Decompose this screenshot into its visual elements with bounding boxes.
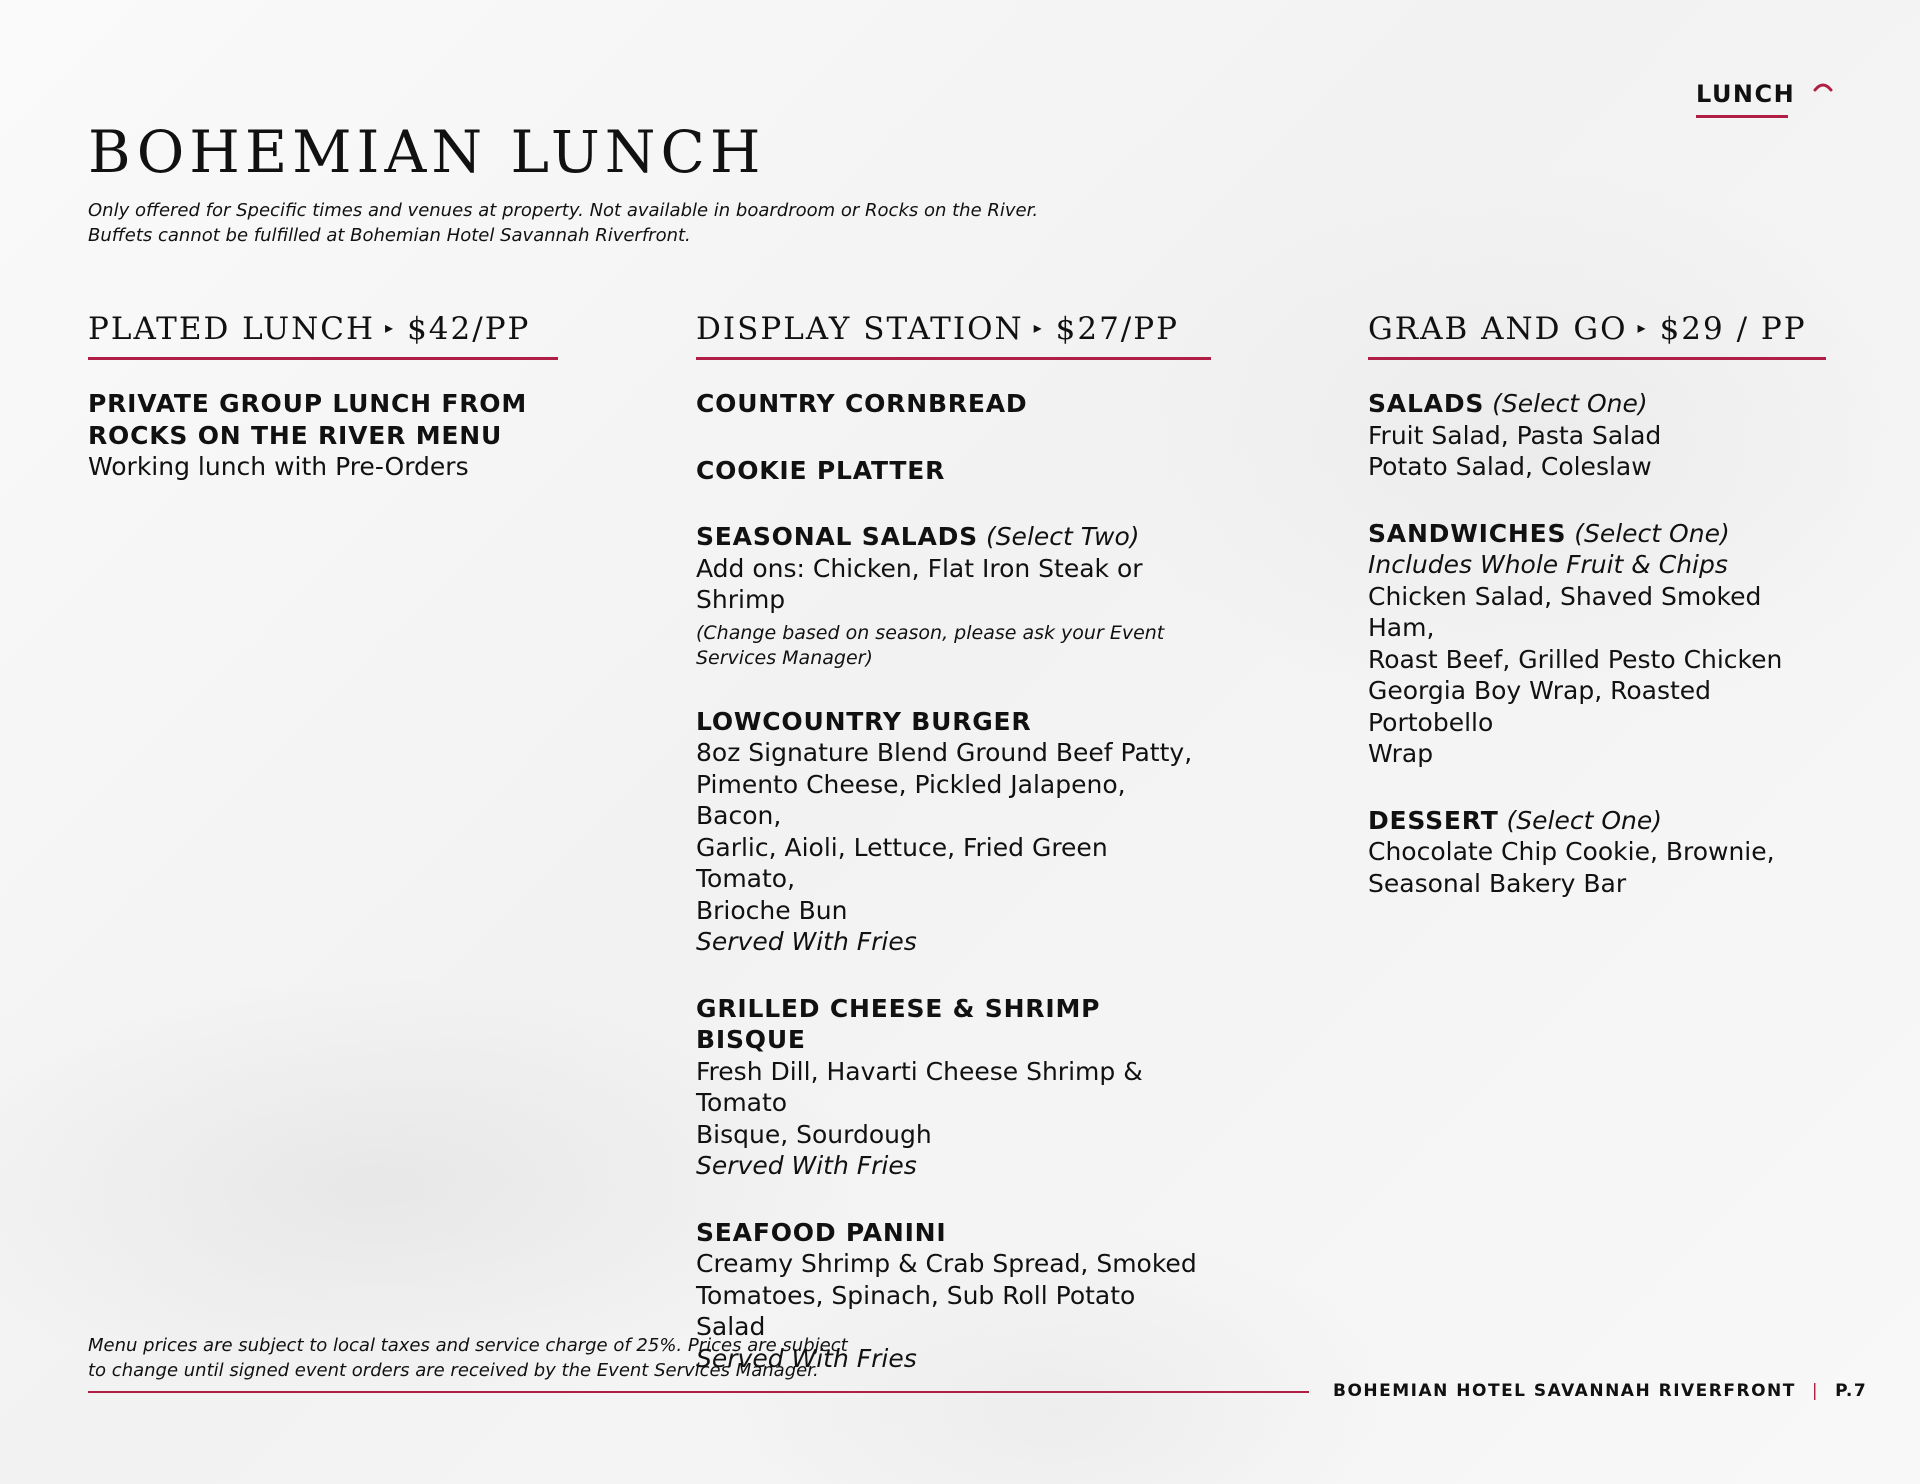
footer-note [88, 1333, 848, 1383]
heading-text: GRAB AND GO [1368, 311, 1628, 347]
heading-text: DISPLAY STATION [696, 311, 1024, 347]
plated-lunch-column [88, 308, 558, 483]
footer-hotel-page [1333, 1381, 1867, 1401]
section-title: ROCKS ON THE RIVER MENU [88, 420, 503, 450]
section-line: Chocolate Chip Cookie, Brownie, [1368, 837, 1775, 866]
section-line: Georgia Boy Wrap, Roasted Portobello [1368, 676, 1712, 737]
section-line: Wrap [1368, 739, 1434, 768]
menu-section [1368, 518, 1826, 770]
section-title: PRIVATE GROUP LUNCH FROM [88, 389, 528, 418]
section-line: Brioche Bun [696, 895, 848, 925]
section-line: Fresh Dill, Havarti Cheese Shrimp & Tomato [696, 1056, 1143, 1117]
section-title: SEASONAL SALADS [696, 522, 978, 551]
section-title: SALADS [1368, 389, 1485, 418]
display-station-heading [696, 308, 1211, 349]
heading-rule [88, 357, 558, 360]
section-line: Potato Salad, Coleslaw [1368, 452, 1652, 481]
menu-section [696, 993, 1211, 1182]
section-includes: Includes Whole Fruit & Chips [1368, 550, 1728, 579]
section-served: Served With Fries [696, 1151, 917, 1180]
menu-section [696, 706, 1211, 958]
section-line: Pimento Cheese, Pickled Jalapeno, Bacon, [696, 769, 1126, 830]
section-title: COOKIE PLATTER [696, 455, 946, 485]
section-line: 8oz Signature Blend Ground Beef Patty, [696, 738, 1193, 767]
section-served: Served With Fries [696, 927, 917, 956]
section-line: Fruit Salad, Pasta Salad [1368, 420, 1662, 450]
section-title: SANDWICHES [1368, 518, 1567, 548]
menu-section [88, 388, 558, 483]
footer-note-line: Menu prices are subject to local taxes and service charge of 25%. Prices are subject [88, 1335, 848, 1356]
small-line: Services Manager) [696, 646, 873, 669]
menu-section [696, 388, 1211, 420]
intro-line: Buffets cannot be fulfilled at Bohemian Hotel Savannah Riverfront. [88, 225, 691, 246]
section-note: (Select One) [1574, 518, 1730, 548]
heading-rule [696, 357, 1211, 360]
menu-section [696, 521, 1211, 671]
heading-rule [1368, 357, 1826, 360]
menu-section [1368, 805, 1826, 900]
section-title: DESSERT [1368, 805, 1499, 835]
section-note: (Select One) [1492, 389, 1648, 418]
price-text: $42/PP [407, 311, 531, 347]
grab-and-go-column [1368, 308, 1826, 899]
menu-section [696, 455, 1211, 487]
section-line: Tomatoes, Spinach, Sub Roll Potato Salad [696, 1280, 1136, 1341]
section-line: Garlic, Aioli, Lettuce, Fried Green Tomato, [696, 832, 1108, 893]
intro-line: Only offered for Specific times and venues at property. Not available in boardroom or Rocks on the River. [88, 200, 1039, 221]
price-text: $29 / PP [1659, 311, 1807, 347]
small-line: (Change based on season, please ask your Event [696, 621, 1165, 644]
page-number: P.7 [1835, 1381, 1868, 1401]
section-description: Working lunch with Pre-Orders [88, 452, 469, 481]
nav-tab-lunch[interactable]: LUNCH [1696, 80, 1796, 108]
display-station-column [696, 308, 1211, 1374]
section-title: LOWCOUNTRY BURGER [696, 706, 1032, 736]
grab-and-go-heading [1368, 308, 1826, 349]
footer-separator: | [1811, 1381, 1820, 1401]
footer-note-line: to change until signed event orders are received by the Event Services Manager. [88, 1360, 819, 1381]
section-title: COUNTRY CORNBREAD [696, 389, 1028, 418]
section-note: (Select Two) [985, 522, 1140, 551]
price-text: $27/PP [1055, 311, 1179, 347]
section-line: Chicken Salad, Shaved Smoked Ham, [1368, 581, 1762, 642]
chevron-up-icon[interactable] [1812, 78, 1834, 96]
section-small-note [696, 621, 1211, 671]
section-note: (Select One) [1506, 805, 1663, 835]
section-line: Roast Beef, Grilled Pesto Chicken [1368, 644, 1783, 674]
nav-tab-underline [1696, 115, 1788, 118]
section-line: Bisque, Sourdough [696, 1119, 932, 1149]
menu-section [1368, 388, 1826, 483]
section-line: Seasonal Bakery Bar [1368, 868, 1627, 898]
intro-text [88, 198, 1038, 248]
section-line: Creamy Shrimp & Crab Spread, Smoked [696, 1249, 1197, 1278]
section-title: GRILLED CHEESE & SHRIMP BISQUE [696, 993, 1101, 1054]
arrow-right-icon: ▸ [1033, 318, 1044, 337]
arrow-right-icon: ▸ [385, 318, 396, 337]
page-title: BOHEMIAN LUNCH [88, 118, 766, 186]
section-served: Served With Fries [696, 1343, 917, 1373]
footer-hotel-name: BOHEMIAN HOTEL SAVANNAH RIVERFRONT [1333, 1381, 1796, 1401]
arrow-right-icon: ▸ [1637, 318, 1648, 337]
section-line: Add ons: Chicken, Flat Iron Steak or Shrimp [696, 553, 1143, 614]
plated-lunch-heading [88, 308, 558, 349]
heading-text: PLATED LUNCH [88, 311, 376, 347]
section-title: SEAFOOD PANINI [696, 1217, 947, 1247]
footer-rule [88, 1391, 1309, 1393]
